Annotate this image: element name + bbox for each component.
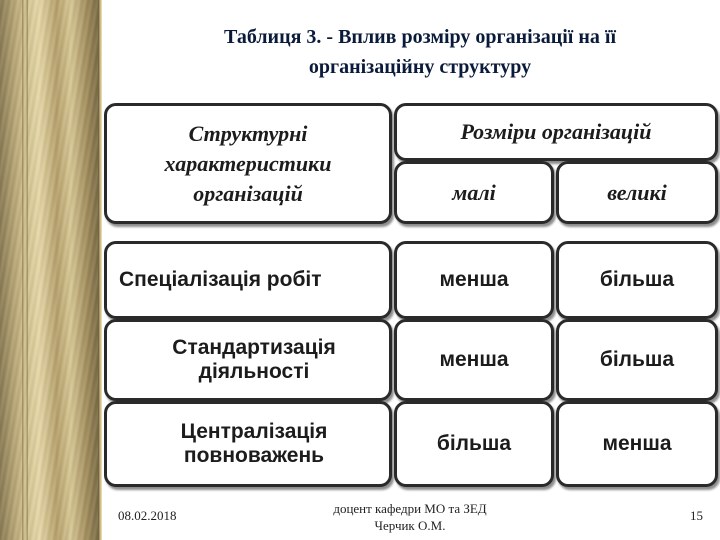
footer-author — [290, 500, 530, 534]
header-sizes — [394, 103, 718, 161]
footer-author-line1: доцент кафедри МО та ЗЕД — [333, 501, 487, 516]
header-size-large-label: великі — [607, 179, 667, 205]
header-characteristics-line2: характеристики — [164, 150, 332, 176]
cell-value: більша — [436, 432, 512, 455]
row-label-text: Стандартизація діяльності — [172, 336, 336, 383]
cell-value: більша — [599, 268, 675, 291]
decorative-gold-border — [0, 0, 98, 540]
row-cell-small — [394, 241, 554, 319]
row-label-centralization — [104, 401, 392, 487]
row-cell-large — [556, 241, 718, 319]
row-label-text: Централізація повноважень — [180, 420, 328, 467]
footer-date: 08.02.2018 — [118, 508, 177, 523]
slide-title — [140, 22, 700, 82]
row-cell-small — [394, 401, 554, 487]
cell-value: менша — [439, 268, 509, 291]
row-label-text: Спеціалізація робіт — [119, 268, 322, 291]
row-label-specialization — [104, 241, 392, 319]
cell-value: менша — [602, 432, 672, 455]
header-characteristics-line3: організацій — [193, 180, 303, 206]
footer-page-number: 15 — [690, 508, 703, 523]
slide-title-line2: організаційну структуру — [308, 56, 532, 78]
header-sizes-label: Розміри організацій — [460, 119, 652, 144]
header-size-large — [556, 161, 718, 224]
row-label-standardization — [104, 319, 392, 401]
cell-value: менша — [439, 348, 509, 371]
header-size-small — [394, 161, 554, 224]
row-cell-small — [394, 319, 554, 401]
decorative-gold-line — [22, 0, 28, 540]
footer-author-line2: Черчик О.М. — [374, 518, 446, 533]
row-cell-large — [556, 401, 718, 487]
row-cell-large — [556, 319, 718, 401]
slide-title-line1: Таблиця 3. - Вплив розміру організації на її — [223, 26, 616, 48]
header-size-small-label: малі — [452, 179, 496, 205]
cell-value: більша — [599, 348, 675, 371]
header-characteristics-line1: Структурні — [188, 120, 308, 146]
size-structure-table — [102, 97, 720, 492]
header-characteristics — [104, 103, 392, 224]
